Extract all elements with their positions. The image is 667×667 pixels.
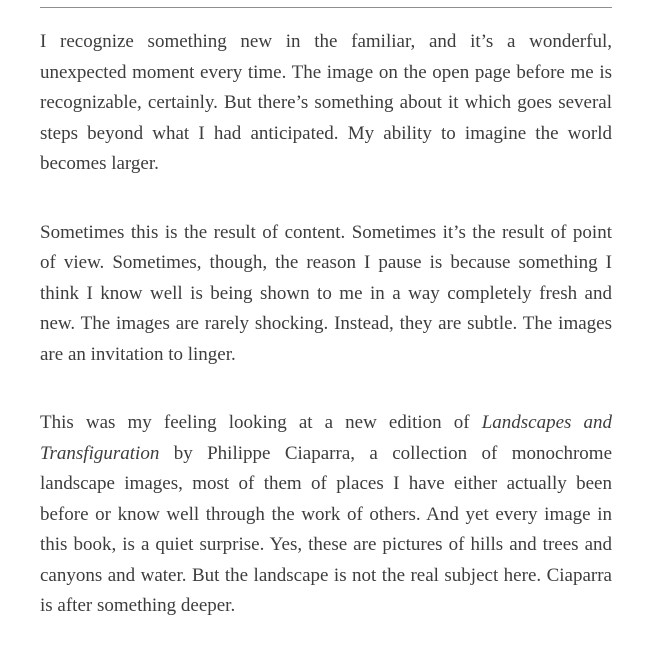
paragraph-3-intro: This was my feeling looking at a new edition of — [40, 412, 482, 433]
horizontal-divider — [40, 7, 612, 8]
paragraph-3 — [40, 408, 612, 622]
paragraph-1: I recognize something new in the familiar, and it’s a wonderful, unexpected moment every time. The image on the open page before me is recognizable, certainly. But there’s something about it which goes several steps beyond what I had anticipated. My ability to imagine the world becomes larger. — [40, 31, 612, 174]
paragraph-3-rest: by Philippe Ciaparra, a collection of monochrome landscape images, most of them of places I have either actually been before or know well through the work of others. And yet every image in this book, is a quiet surprise. Yes, these are pictures of hills and trees and canyons and water. But the landscape is not the real subject here. Ciaparra is after something deeper. — [40, 442, 612, 616]
article-body — [40, 27, 612, 660]
paragraph-2: Sometimes this is the result of content. Sometimes it’s the result of point of view. Sometimes, though, the reason I pause is because something I think I know well is being shown to me in a way completely fresh and new. The images are rarely shocking. Instead, they are subtle. The images are an invitation to linger. — [40, 221, 612, 365]
book-title: Landscapes and Transfiguration — [40, 412, 612, 464]
